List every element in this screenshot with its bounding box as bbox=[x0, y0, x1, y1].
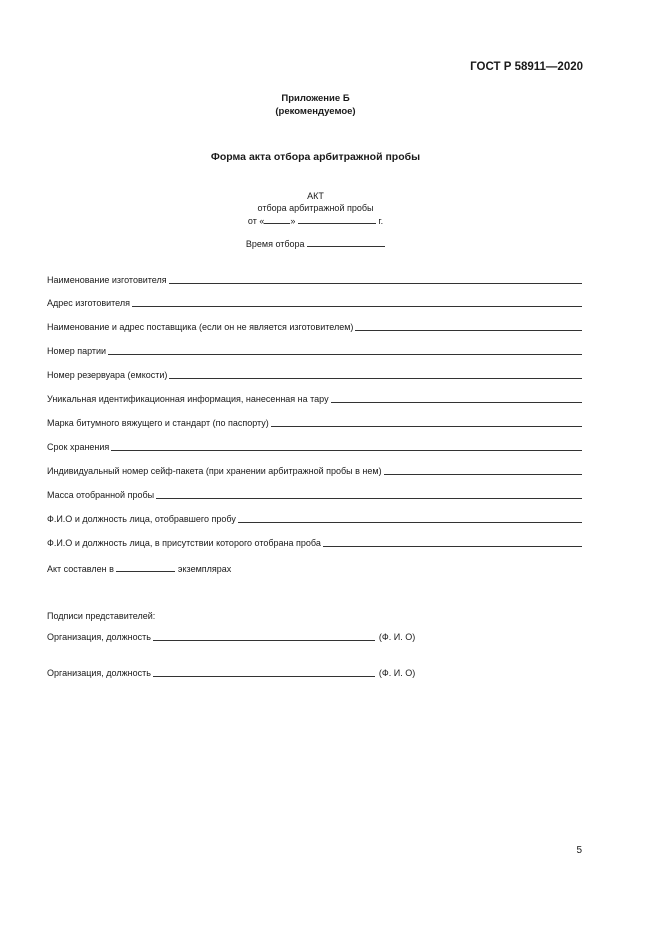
field-label: Ф.И.О и должность лица, в присутствии которого отобрана проба bbox=[47, 538, 321, 548]
field-container-id bbox=[47, 394, 582, 405]
field-label: Индивидуальный номер сейф-пакета (при хранении арбитражной пробы в нем) bbox=[47, 466, 382, 476]
field-label: Номер резервуара (емкости) bbox=[47, 370, 168, 380]
signature-label: Организация, должность bbox=[47, 632, 151, 642]
signature-row bbox=[47, 632, 415, 643]
field-fill-line bbox=[111, 442, 582, 451]
field-fill-line bbox=[169, 370, 582, 379]
field-label: Ф.И.О и должность лица, отобравшего пробу bbox=[47, 514, 236, 524]
signature-suffix: (Ф. И. О) bbox=[378, 632, 416, 642]
field-label: Номер партии bbox=[47, 346, 107, 356]
appendix-heading bbox=[0, 92, 631, 118]
copies-row bbox=[47, 562, 231, 575]
sampling-time-line bbox=[307, 237, 385, 247]
sampling-time-row bbox=[0, 237, 631, 249]
appendix-status: (рекомендуемое) bbox=[275, 106, 356, 117]
act-title: АКТ bbox=[307, 191, 324, 201]
field-fill-line bbox=[355, 322, 582, 331]
field-binder-grade bbox=[47, 418, 582, 429]
field-manufacturer-address bbox=[47, 298, 582, 309]
month-fill-line bbox=[298, 214, 376, 224]
copies-fill-line bbox=[116, 562, 175, 572]
field-batch-number bbox=[47, 346, 582, 357]
act-subtitle: отбора арбитражной пробы bbox=[257, 203, 374, 213]
signature-fill-line bbox=[153, 632, 375, 641]
field-manufacturer-name bbox=[47, 275, 582, 286]
field-label: Марка битумного вяжущего и стандарт (по паспорту) bbox=[47, 418, 269, 428]
field-fill-line bbox=[331, 394, 582, 403]
signature-label: Организация, должность bbox=[47, 668, 151, 678]
signature-suffix: (Ф. И. О) bbox=[378, 668, 416, 678]
field-fill-line bbox=[169, 275, 582, 284]
field-witness-name bbox=[47, 538, 582, 549]
field-fill-line bbox=[108, 346, 582, 355]
appendix-title: Приложение Б bbox=[281, 93, 350, 104]
page-number: 5 bbox=[576, 845, 582, 856]
sampling-time-label: Время отбора bbox=[245, 239, 305, 249]
act-heading bbox=[0, 190, 631, 227]
field-label: Наименование и адрес поставщика (если он не является изготовителем) bbox=[47, 322, 354, 332]
signatures-title: Подписи представителей: bbox=[47, 611, 156, 621]
field-fill-line bbox=[323, 538, 582, 547]
field-safe-bag-number bbox=[47, 466, 582, 477]
document-code: ГОСТ Р 58911—2020 bbox=[470, 61, 583, 73]
field-fill-line bbox=[238, 514, 582, 523]
copies-suffix: экземплярах bbox=[177, 564, 232, 574]
copies-prefix: Акт составлен в bbox=[47, 564, 114, 574]
field-tank-number bbox=[47, 370, 582, 381]
date-suffix: г. bbox=[378, 216, 384, 226]
field-label: Срок хранения bbox=[47, 442, 110, 452]
field-label: Адрес изготовителя bbox=[47, 298, 130, 308]
day-fill-line bbox=[264, 214, 290, 224]
field-fill-line bbox=[384, 466, 582, 475]
act-date-row bbox=[0, 214, 631, 227]
field-supplier bbox=[47, 322, 582, 333]
field-sampler-name bbox=[47, 514, 582, 525]
field-shelf-life bbox=[47, 442, 582, 453]
signature-fill-line bbox=[153, 668, 375, 677]
field-label: Уникальная идентификационная информация, нанесенная на тару bbox=[47, 394, 329, 404]
date-mid: » bbox=[290, 216, 296, 226]
date-prefix: от « bbox=[247, 216, 265, 226]
field-fill-line bbox=[132, 298, 582, 307]
field-sample-mass bbox=[47, 490, 582, 501]
signature-row bbox=[47, 668, 415, 679]
field-label: Наименование изготовителя bbox=[47, 275, 167, 285]
field-fill-line bbox=[156, 490, 582, 499]
field-label: Масса отобранной пробы bbox=[47, 490, 155, 500]
form-title: Форма акта отбора арбитражной пробы bbox=[210, 151, 421, 163]
field-fill-line bbox=[271, 418, 582, 427]
